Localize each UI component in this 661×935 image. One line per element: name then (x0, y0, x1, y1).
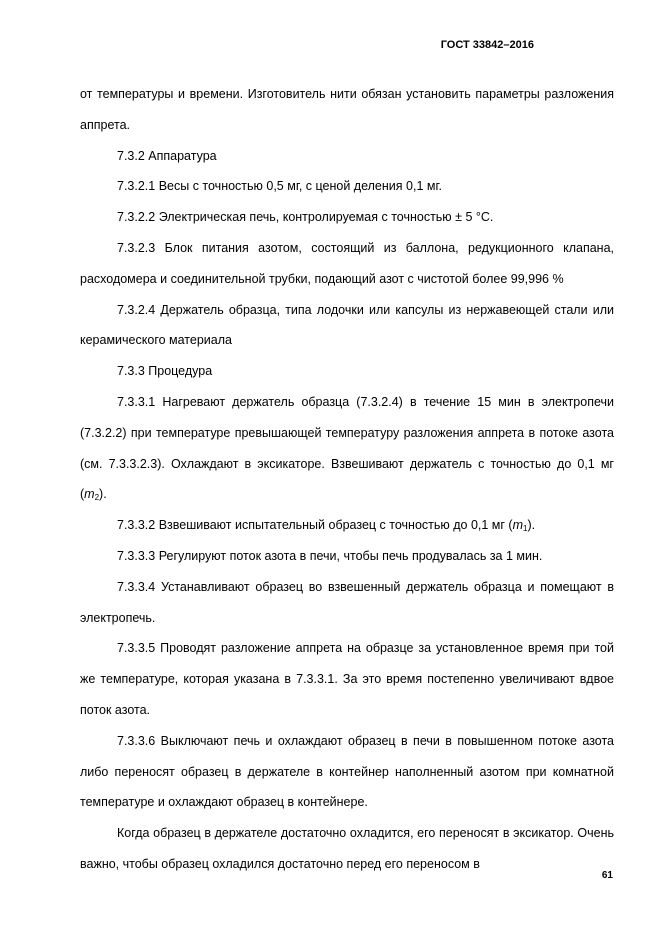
paragraph: 7.3.2.4 Держатель образца, типа лодочки или капсулы из нержавеющей стали или керамического материала (80, 302, 614, 348)
page-number: 61 (601, 870, 613, 881)
paragraph-text-end: ). (99, 487, 107, 502)
paragraph: 7.3.3.5 Проводят разложение аппрета на образце за установленное время при той же температуре, которая указана в 7.3.3.1. За это время постепенно увеличивают вдвое поток азота. (80, 641, 614, 717)
paragraph: 7.3.2.1 Весы с точностью 0,5 мг, с ценой деления 0,1 мг. (117, 179, 442, 194)
paragraph (80, 387, 614, 510)
formula-variable: m (512, 518, 524, 533)
section-heading: 7.3.2 Аппаратура (117, 148, 217, 163)
document-body (80, 79, 614, 880)
formula-subscript: 1 (523, 524, 528, 534)
doc-header: ГОСТ 33842–2016 (440, 39, 534, 51)
paragraph-text: 7.3.3.2 Взвешивают испытательный образец с точностью до 0,1 мг ( (117, 518, 513, 533)
section-heading: 7.3.3 Процедура (117, 364, 213, 379)
paragraph: Когда образец в держателе достаточно охладится, его переносят в эксикатор. Очень важно, чтобы образец охладился достаточно перед его переносом в (80, 826, 614, 871)
formula-variable: m (84, 487, 95, 502)
paragraph: 7.3.2.2 Электрическая печь, контролируемая с точностью ± 5 °С. (117, 210, 494, 225)
paragraph: 7.3.2.3 Блок питания азотом, состоящий из баллона, редукционного клапана, расходомера и соединительной трубки, подающий азот с чистотой более 99,996 % (80, 240, 614, 286)
paragraph (80, 510, 614, 541)
paragraph: 7.3.3.4 Устанавливают образец во взвешенный держатель образца и помещают в электропечь. (80, 579, 614, 625)
paragraph-text-end: ). (527, 518, 536, 533)
paragraph: 7.3.3.6 Выключают печь и охлаждают образец в печи в повышенном потоке азота либо переносят образец в держателе в контейнер наполненный азотом при комнатной температуре и охлаждают образец в контейнере. (80, 733, 614, 810)
formula-subscript: 2 (94, 493, 100, 503)
paragraph: 7.3.3.3 Регулируют поток азота в печи, чтобы печь продувалась за 1 мин. (117, 548, 543, 563)
paragraph: от температуры и времени. Изготовитель нити обязан установить параметры разложения аппрета. (80, 87, 614, 132)
paragraph-text: 7.3.3.1 Нагревают держатель образца (7.3.2.4) в течение 15 мин в электропечи (7.3.2.2) при температуре превышающей температуру разложения аппрета в потоке азота (см. 7.3.3.2.3). Охлаждают в эксикаторе. Взвешивают держатель с точностью до 0,1 мг ( (80, 394, 614, 502)
